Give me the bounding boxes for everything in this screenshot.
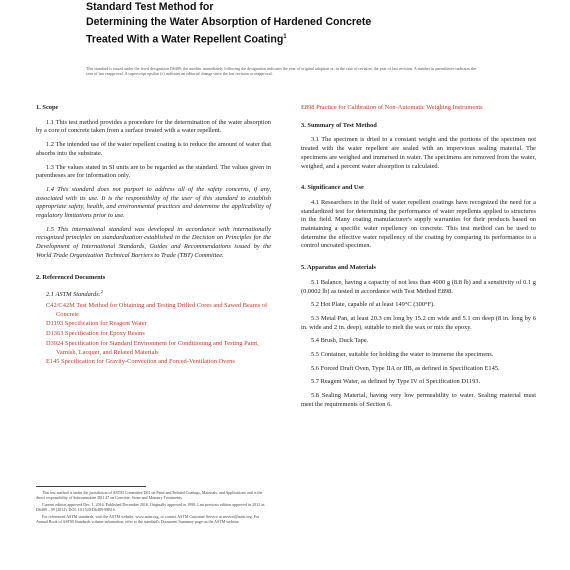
astm-standards-footnote-mark: 2	[100, 289, 103, 295]
apparatus-para-5-3: 5.3 Metal Pan, at least 20.3 cm long by 15.2 cm wide and 5.1 cm deep (8 in. long by 6 in. wide and 2 in. deep), suitable to melt the wax or mix the epoxy.	[301, 314, 536, 331]
apparatus-para-5-7: 5.7 Reagent Water, as defined by Type IV of Specification D1193.	[311, 378, 481, 386]
apparatus-para-5-4: 5.4 Brush, Duck Tape.	[311, 337, 369, 345]
significance-heading: 4. Significance and Use	[301, 184, 364, 192]
apparatus-para-5-5: 5.5 Container, suitable for holding the water to immerse the specimens.	[311, 351, 494, 359]
reference-title[interactable]: Specification for Reagent Water	[64, 320, 147, 328]
reference-item-e898[interactable]	[301, 104, 536, 113]
reference-code[interactable]: E145	[46, 358, 60, 366]
apparatus-para-5-2: 5.2 Hot Plate, capable of at least 149°C (300°F).	[311, 301, 435, 309]
reference-code[interactable]: D3924	[46, 339, 64, 347]
scope-para-1-4: 1.4 This standard does not purport to address all of the safety concerns, if any, associated with its use. It is the responsibility of the user of this standard to establish appropriate safety, health, and environmental practices and determine the applicability of regulatory limitations prior to use.	[36, 185, 271, 220]
apparatus-para-5-1: 5.1 Balance, having a capacity of not less than 4000 g (8.8 lb) and a sensitivity of 0.1 g (0.0002 lb) as tested in accordance with Test Method E898.	[301, 278, 536, 295]
footnote-divider	[36, 486, 146, 487]
title-line-2: Determining the Water Absorption of Hardened Concrete	[86, 16, 372, 28]
reference-title[interactable]: Practice for Calibration of Non-Automatic Weighing Instruments	[316, 104, 483, 111]
apparatus-heading: 5. Apparatus and Materials	[301, 264, 376, 272]
reference-title[interactable]: Specification for Standard Environment for Conditioning and Testing Paint, Varnish, Lacquer, and Related Materials	[56, 339, 259, 356]
reference-title[interactable]: Specification for Gravity-Convection and Forced-Ventilation Ovens	[61, 358, 235, 366]
document-title	[86, 0, 506, 48]
footnotes	[36, 490, 271, 527]
left-column	[36, 104, 271, 368]
summary-heading: 3. Summary of Test Method	[301, 121, 377, 129]
reference-item-e145[interactable]	[46, 358, 271, 367]
significance-para-4-1: 4.1 Researchers in the field of water repellent coatings have recognized the need for a standardized test for determining the performance of water repellents applied to structures in the field. Many coating manufacturer's supply warranties for their products based on maintaining a specific water repellency on concrete. This test method can be used to determine the effective water repellency of the coating by comparing its performance to a control uncoated specimen.	[301, 198, 536, 250]
title-line-3	[86, 30, 506, 48]
apparatus-para-5-6: 5.6 Forced Draft Oven, Type IIA or IIB, as defined in Specification E145.	[311, 364, 500, 372]
apparatus-para-5-8: 5.8 Sealing Material, having very low permeability to water. Sealing material must meet the requirements of Section 6.	[301, 392, 536, 408]
astm-standards-intro	[36, 288, 271, 300]
reference-item-d1193[interactable]	[46, 320, 271, 329]
reference-item-d3924[interactable]	[46, 340, 271, 357]
scope-para-1-1: 1.1 This test method provides a procedure for the determination of the water absorption by a core of concrete taken from a surface treated with a water repellent.	[36, 118, 271, 135]
scope-para-1-3: 1.3 The values stated in SI units are to be regarded as the standard. The values given in parentheses are for information only.	[36, 163, 271, 180]
scope-para-1-2: 1.2 The intended use of the water repellent coating is to reduce the amount of water that absorbs into the substrate.	[36, 141, 271, 157]
reference-item-d1363[interactable]	[46, 330, 271, 339]
reference-title[interactable]: Specification for Epoxy Resins	[65, 330, 145, 338]
title-line-1: Standard Test Method for	[86, 1, 214, 13]
footnote-2: For referenced ASTM standards, visit the ASTM website, www.astm.org, or contact ASTM Customer Service at service@astm.org. For Annual Book of ASTM Standards volume information, refer to the standard's Document Summary page on the ASTM website.	[36, 514, 260, 525]
astm-standards-intro-text: 2.1 ASTM Standards:	[46, 291, 101, 299]
reference-code[interactable]: C42/C42M	[46, 302, 75, 310]
reference-code[interactable]: D1363	[46, 330, 64, 338]
title-footnote-mark: 1	[283, 34, 287, 40]
reference-title[interactable]: Test Method for Obtaining and Testing Drilled Cores and Sawed Beams of Concrete	[56, 302, 268, 318]
designation-notice: This standard is issued under the fixed designation D6489; the number immediately following the designation indicates the year of original adoption or, in the case of revision, the year of last revision. A number in parentheses indicates the year of last reapproval. A superscript epsilon (ε) indicates an editorial change since the last revision or reapproval.	[86, 66, 477, 77]
footnote-1: This test method is under the jurisdiction of ASTM Committee D01 on Paint and Related Coatings, Materials, and Applications and is the direct responsibility of Subcommittee D01.47 on Concrete, Stone and Masonry Treatments.	[36, 490, 263, 501]
summary-para-3-1: 3.1 The specimen is dried to a constant weight and the portions of the specimen not treated with the water repellent are sealed with an impervious sealing material. The specimens are weighed and immersed in water. The specimens are removed from the water, weighed, and a percent water absorption is calculated.	[301, 136, 536, 170]
scope-heading: 1. Scope	[36, 104, 59, 111]
right-column	[301, 104, 536, 415]
reference-item-c42[interactable]	[46, 302, 271, 319]
reference-code[interactable]: D1193	[46, 320, 64, 328]
referenced-documents-heading: 2. Referenced Documents	[36, 273, 106, 281]
reference-code[interactable]: E898	[301, 104, 315, 111]
scope-para-1-5: 1.5 This international standard was developed in accordance with internationally recognized principles on standardization established in the Decision on Principles for the Development of International Standards, Guides and Recommendations issued by the World Trade Organization Technical Barriers to Trade (TBT) Committee.	[36, 225, 271, 259]
footnote-1-edition: Current edition approved Dec. 1, 2016. Published December 2016. Originally approved in 1999. Last previous edition approved in 2012 as D6489 – 99 (2012). DOI: 10.1520/D6489-99R16.	[36, 502, 265, 513]
title-line-3-text: Treated With a Water Repellent Coating	[86, 33, 284, 46]
